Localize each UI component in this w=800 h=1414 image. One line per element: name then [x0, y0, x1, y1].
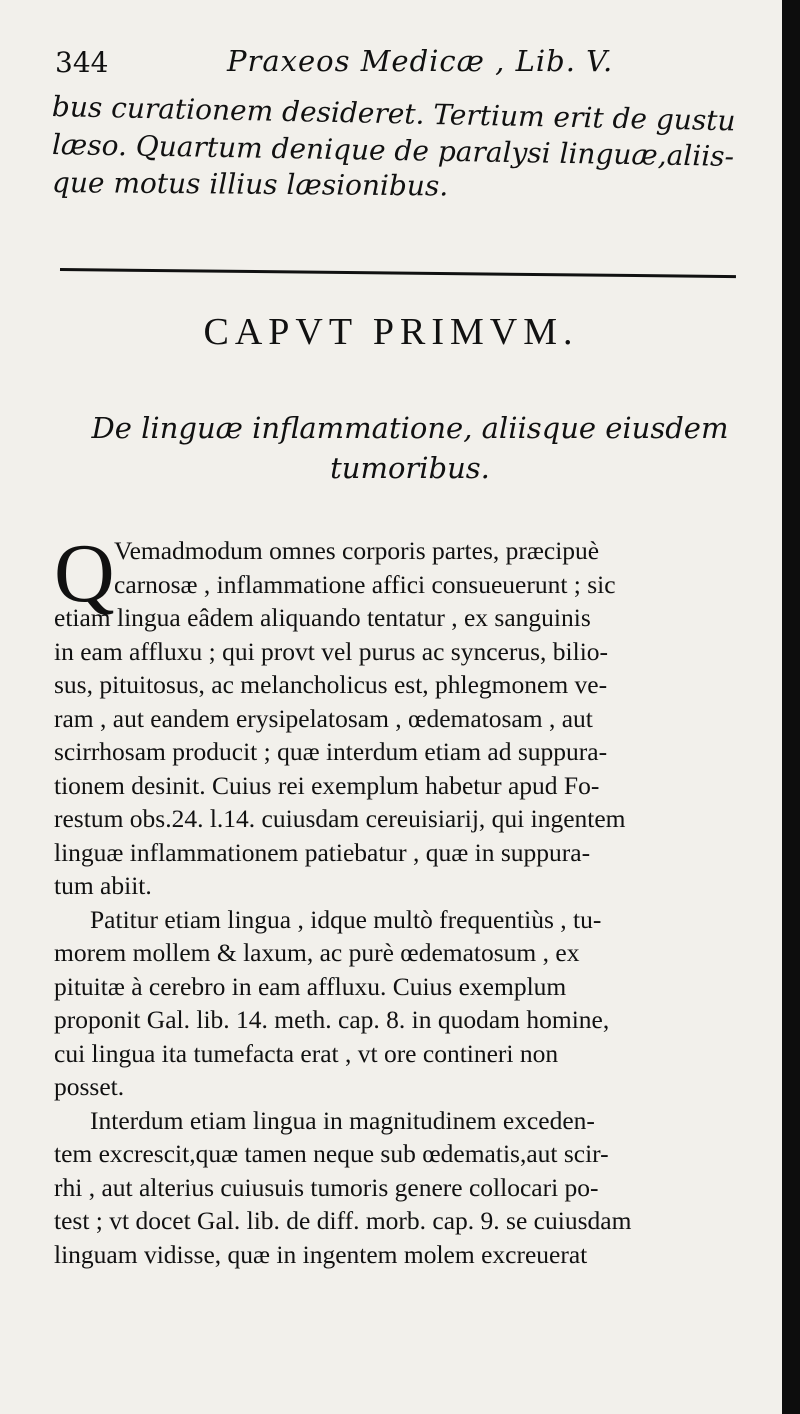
- text-line: linguam vidisse, quæ in ingentem molem excreuerat: [54, 1239, 588, 1269]
- text-line: tionem desinit. Cuius rei exemplum habetur apud Fo-: [54, 770, 600, 800]
- paragraph-3: [54, 1104, 760, 1272]
- page-number: 344: [55, 46, 109, 79]
- text-line: test ; vt docet Gal. lib. de diff. morb. cap. 9. se cuiusdam: [54, 1206, 632, 1235]
- text-line: tem excrescit,quæ tamen neque sub œdematis,aut scir-: [54, 1139, 609, 1168]
- text-line: etiam lingua eâdem aliquando tentatur , ex sanguinis: [54, 603, 591, 632]
- text-line: Patitur etiam lingua , idque multò frequentiùs , tu-: [90, 904, 602, 934]
- drop-cap: Q: [54, 527, 115, 620]
- text-line: morem mollem & laxum, ac purè œdematosum , ex: [54, 938, 580, 967]
- chapter-title: CAPVT PRIMVM.: [203, 311, 579, 353]
- body-text: [54, 527, 760, 1271]
- page-header: [55, 42, 745, 82]
- text-line: linguæ inflammationem patiebatur , quæ in suppura-: [54, 837, 591, 867]
- subtitle-line: De linguæ inflammatione, aliisque eiusdem: [91, 411, 729, 445]
- page-edge-shadow: [782, 0, 800, 1414]
- intro-line: bus curationem desideret. Tertium erit de gustu: [51, 90, 736, 138]
- text-line: posset.: [54, 1072, 125, 1101]
- intro-line: læso. Quartum denique de paralysi linguæ,aliis-: [51, 128, 735, 173]
- text-line: ram , aut eandem erysipelatosam , œdematosam , aut: [54, 703, 593, 733]
- chapter-subtitle: [60, 408, 760, 488]
- paragraph-2: [54, 903, 760, 1104]
- text-line: scirrhosam producit ; quæ interdum etiam ad suppura-: [54, 737, 608, 766]
- text-line: Vemadmodum omnes corporis partes, præcipuè: [114, 536, 600, 565]
- intro-text: [52, 88, 752, 202]
- running-head: Praxeos Medicæ , Lib. V.: [227, 44, 614, 78]
- paragraph-1: [54, 527, 760, 903]
- text-line: tum abiit.: [54, 871, 152, 900]
- intro-line: que motus illius læsionibus.: [51, 166, 449, 203]
- text-line: sus, pituitosus, ac melancholicus est, phlegmonem ve-: [54, 670, 608, 699]
- text-line: pituitæ à cerebro in eam affluxu. Cuius exemplum: [54, 971, 567, 1001]
- text-line: restum obs.24. l.14. cuiusdam cereuisiarij, qui ingentem: [54, 804, 626, 833]
- text-line: in eam affluxu ; qui provt vel purus ac syncerus, bilio-: [54, 636, 609, 666]
- text-line: proponit Gal. lib. 14. meth. cap. 8. in quodam homine,: [54, 1005, 610, 1034]
- section-divider: [60, 268, 736, 278]
- text-line: rhi , aut alterius cuiusuis tumoris genere collocari po-: [54, 1172, 599, 1202]
- subtitle-line: tumoribus.: [330, 451, 490, 485]
- text-line: carnosæ , inflammatione affici consueuerunt ; sic: [114, 569, 616, 599]
- text-line: cui lingua ita tumefacta erat , vt ore contineri non: [54, 1038, 559, 1068]
- text-line: Interdum etiam lingua in magnitudinem exceden-: [90, 1105, 595, 1135]
